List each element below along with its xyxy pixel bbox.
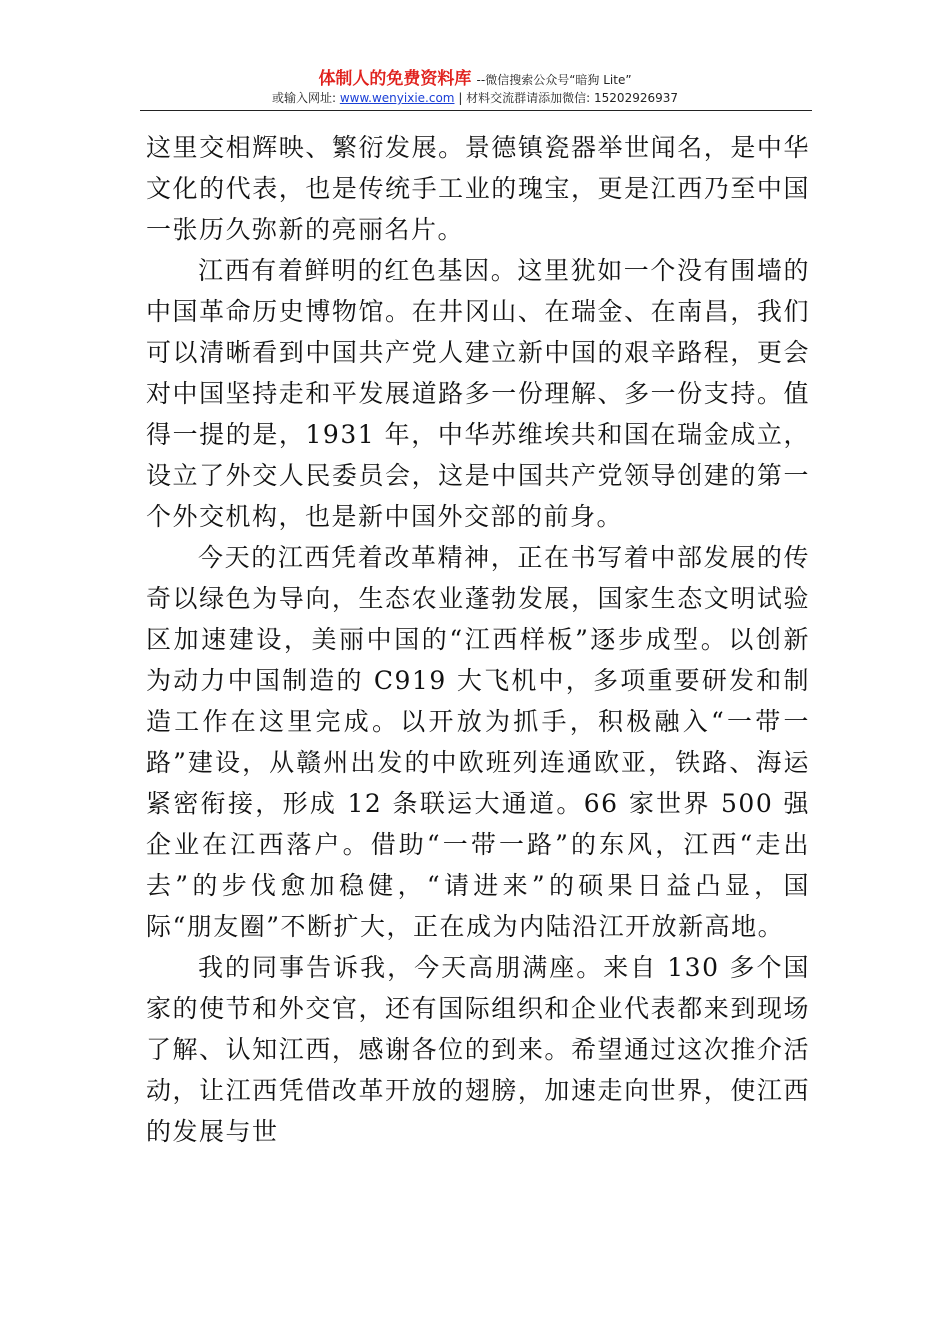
paragraph: 江西有着鲜明的红色基因。这里犹如一个没有围墙的中国革命历史博物馆。在井冈山、在瑞金、在南昌，我们可以清晰看到中国共产党人建立新中国的艰辛路程，更会对中国坚持走和平发展道路多一份理解、多一份支持。值得一提的是，1931 年，中华苏维埃共和国在瑞金成立，设立了外交人民委员会，这是中国共产党领导创建的第一个外交机构，也是新中国外交部的前身。: [146, 256, 810, 531]
header-banner: [0, 68, 950, 90]
paragraph: 我的同事告诉我，今天高朋满座。来自 130 多个国家的使节和外交官，还有国际组织和企业代表都来到现场了解、认知江西，感谢各位的到来。希望通过这次推介活动，让江西凭借改革开放的翅膀，加速走向世界，使江西的发展与世: [146, 953, 810, 1146]
paragraph: 今天的江西凭着改革精神，正在书写着中部发展的传奇以绿色为导向，生态农业蓬勃发展，国家生态文明试验区加速建设，美丽中国的“江西样板”逐步成型。以创新为动力中国制造的 C919 大飞机中，多项重要研发和制造工作在这里完成。以开放为抓手，积极融入“一带一路”建设，从赣州出发的中欧班列连通欧亚，铁路、海运紧密衔接，形成 12 条联运大通道。66 家世界 500 强企业在江西落户。借助“一带一路”的东风，江西“走出去”的步伐愈加稳健，“请进来”的硕果日益凸显，国际“朋友圈”不断扩大，正在成为内陆沿江开放新高地。: [146, 543, 810, 941]
page-header: [0, 68, 950, 106]
contact-info: | 材料交流群请添加微信: 15202926937: [458, 91, 679, 105]
header-divider: [140, 110, 812, 111]
website-link[interactable]: www.wenyixie.com: [339, 91, 455, 105]
document-body: [146, 127, 810, 1152]
url-prefix: 或输入网址:: [271, 91, 340, 105]
brand-slogan: --微信搜索公众号“暗狗 Lite”: [476, 73, 632, 87]
header-contact-line: [0, 90, 950, 106]
paragraph: 这里交相辉映、繁衍发展。景德镇瓷器举世闻名，是中华文化的代表，也是传统手工业的瑰宝，更是江西乃至中国一张历久弥新的亮丽名片。: [146, 133, 810, 244]
brand-title: 体制人的免费资料库: [318, 69, 472, 89]
